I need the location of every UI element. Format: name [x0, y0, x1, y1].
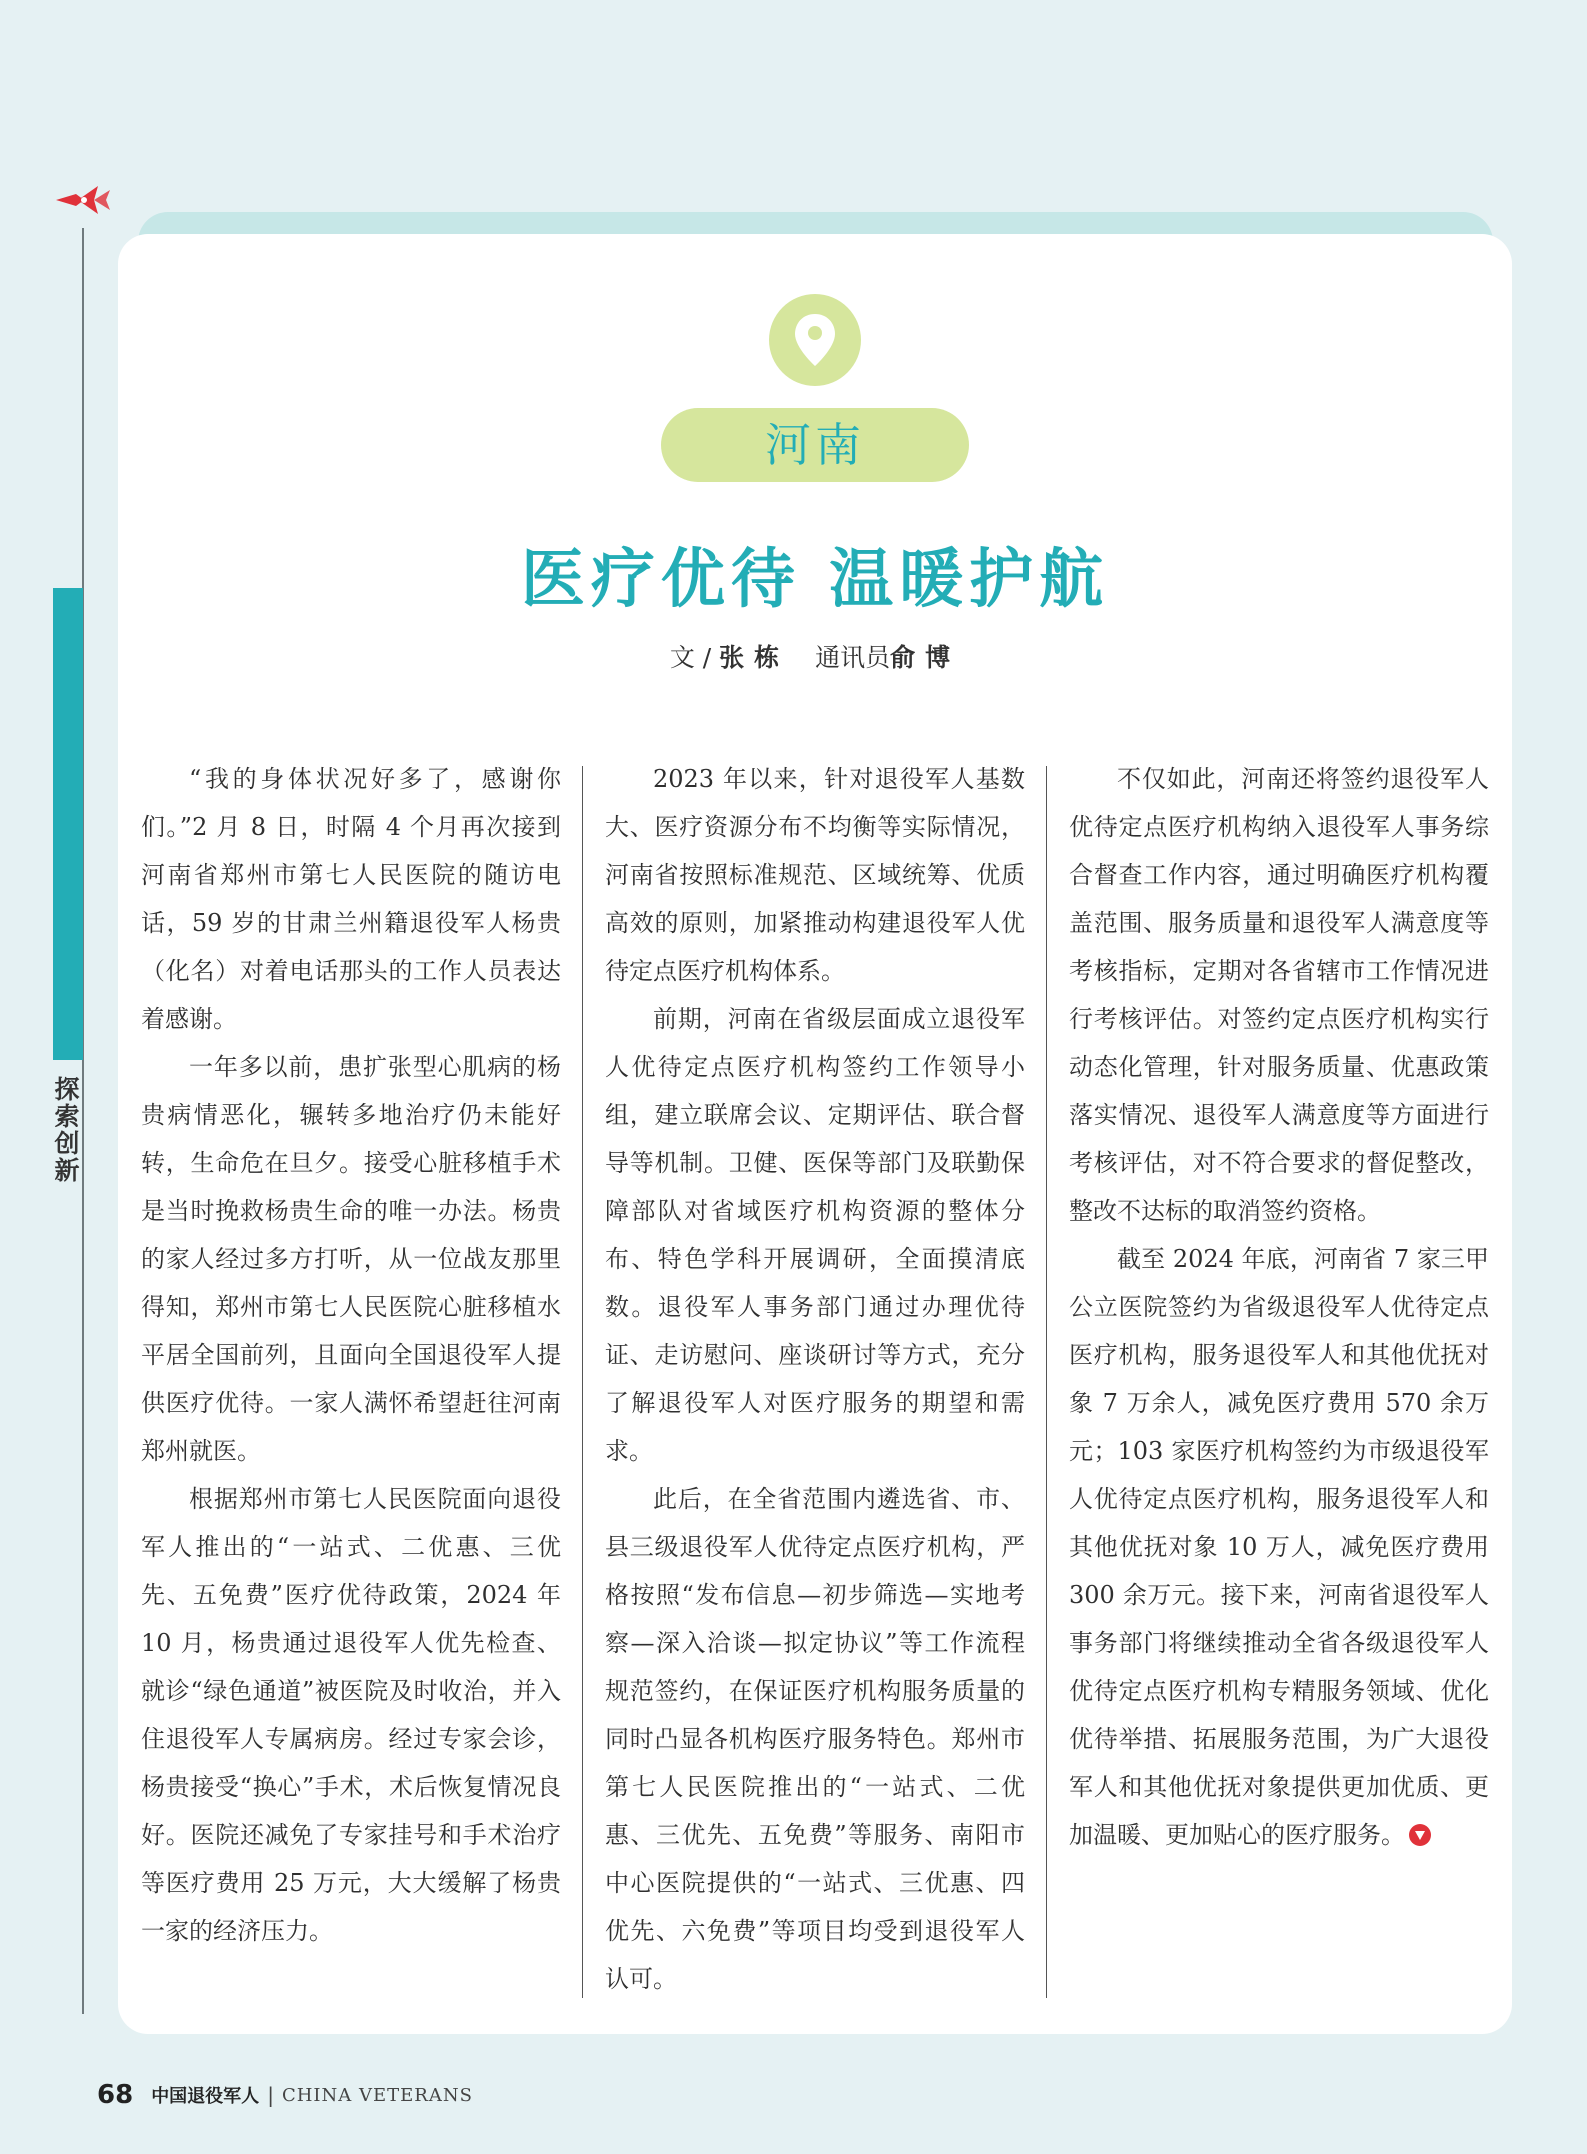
footer-separator: | — [267, 2083, 274, 2107]
article-title: 医疗优待 温暖护航 — [520, 542, 1110, 617]
location-badge — [769, 294, 861, 386]
location-pin-icon — [795, 314, 835, 366]
column-divider — [1046, 766, 1047, 1998]
page-footer — [97, 2078, 473, 2112]
magazine-logo-icon — [54, 180, 112, 220]
byline — [118, 640, 1512, 676]
section-label: 探索创新 — [51, 1076, 80, 1184]
article-column-2 — [605, 755, 1025, 2003]
paragraph: 一年多以前，患扩张型心肌病的杨贵病情恶化，辗转多地治疗仍未能好转，生命危在旦夕。接受心脏移植手术是当时挽救杨贵生命的唯一办法。杨贵的家人经过多方打听，从一位战友那里得知，郑州市第七人民医院心脏移植水平居全国前列，且面向全国退役军人提供医疗优待。一家人满怀希望赶往河南郑州就医。 — [141, 1053, 561, 1465]
article-column-3 — [1069, 755, 1489, 1859]
paragraph: 2023 年以来，针对退役军人基数大、医疗资源分布不均衡等实际情况，河南省按照标准规范、区域统筹、优质高效的原则，加紧推动构建退役军人优待定点医疗机构体系。 — [605, 765, 1025, 985]
magazine-name-cn: 中国退役军人 — [151, 2086, 260, 2107]
paragraph: “我的身体状况好多了，感谢你们。”2 月 8 日，时隔 4 个月再次接到河南省郑州市第七人民医院的随访电话，59 岁的甘肃兰州籍退役军人杨贵（化名）对着电话那头的工作人员表达着感谢。 — [141, 765, 561, 1033]
paragraph: 不仅如此，河南还将签约退役军人优待定点医疗机构纳入退役军人事务综合督查工作内容，通过明确医疗机构覆盖范围、服务质量和退役军人满意度等考核指标，定期对各省辖市工作情况进行考核评估。对签约定点医疗机构实行动态化管理，针对服务质量、优惠政策落实情况、退役军人满意度等方面进行考核评估，对不符合要求的督促整改，整改不达标的取消签约资格。 — [1069, 765, 1489, 1225]
section-color-bar — [53, 588, 83, 1060]
region-tag: 河南 — [661, 408, 969, 482]
column-divider — [582, 766, 583, 1998]
paragraph-last — [1069, 1235, 1489, 1859]
page-number: 68 — [97, 2080, 134, 2110]
magazine-name-en: CHINA VETERANS — [281, 2084, 473, 2106]
paragraph: 前期，河南在省级层面成立退役军人优待定点医疗机构签约工作领导小组，建立联席会议、定期评估、联合督导等机制。卫健、医保等部门及联勤保障部队对省域医疗机构资源的整体分布、特色学科开展调研，全面摸清底数。退役军人事务部门通过办理优待证、走访慰问、座谈研讨等方式，充分了解退役军人对医疗服务的期望和需求。 — [605, 1005, 1025, 1465]
author-name: 张栋 — [719, 643, 790, 672]
article-column-1 — [141, 755, 561, 1955]
paragraph: 此后，在全省范围内遴选省、市、县三级退役军人优待定点医疗机构，严格按照“发布信息—初步筛选—实地考察—深入洽谈—拟定协议”等工作流程规范签约，在保证医疗机构服务质量的同时凸显各机构医疗服务特色。郑州市第七人民医院推出的“一站式、二优惠、三优先、五免费”等服务、南阳市中心医院提供的“一站式、三优惠、四优先、六免费”等项目均受到退役军人认可。 — [605, 1485, 1025, 1993]
paragraph-text: 截至 2024 年底，河南省 7 家三甲公立医院签约为省级退役军人优待定点医疗机构，服务退役军人和其他优抚对象 7 万余人，减免医疗费用 570 余万元；103 家医疗机构签约为市级退役军人优待定点医疗机构，服务退役军人和其他优抚对象 10 万人，减免医疗费用 300 余万元。接下来，河南省退役军人事务部门将继续推动全省各级退役军人优待定点医疗机构专精服务领域、优化优待举措、拓展服务范围，为广大退役军人和其他优抚对象提供更加优质、更加温暖、更加贴心的医疗服务。 — [1069, 1245, 1489, 1849]
paragraph: 根据郑州市第七人民医院面向退役军人推出的“一站式、二优惠、三优先、五免费”医疗优待政策，2024 年 10 月，杨贵通过退役军人优先检查、就诊“绿色通道”被医院及时收治，并入住退役军人专属病房。经过专家会诊，杨贵接受“换心”手术，术后恢复情况良好。医院还减免了专家挂号和手术治疗等医疗费用 25 万元，大大缓解了杨贵一家的经济压力。 — [141, 1485, 561, 1945]
byline-prefix: 文 / — [669, 643, 720, 672]
end-mark-icon — [1409, 1824, 1431, 1846]
side-rule — [82, 228, 84, 2014]
correspondent-name: 俞博 — [890, 643, 961, 672]
correspondent-label: 通讯员 — [815, 643, 891, 672]
